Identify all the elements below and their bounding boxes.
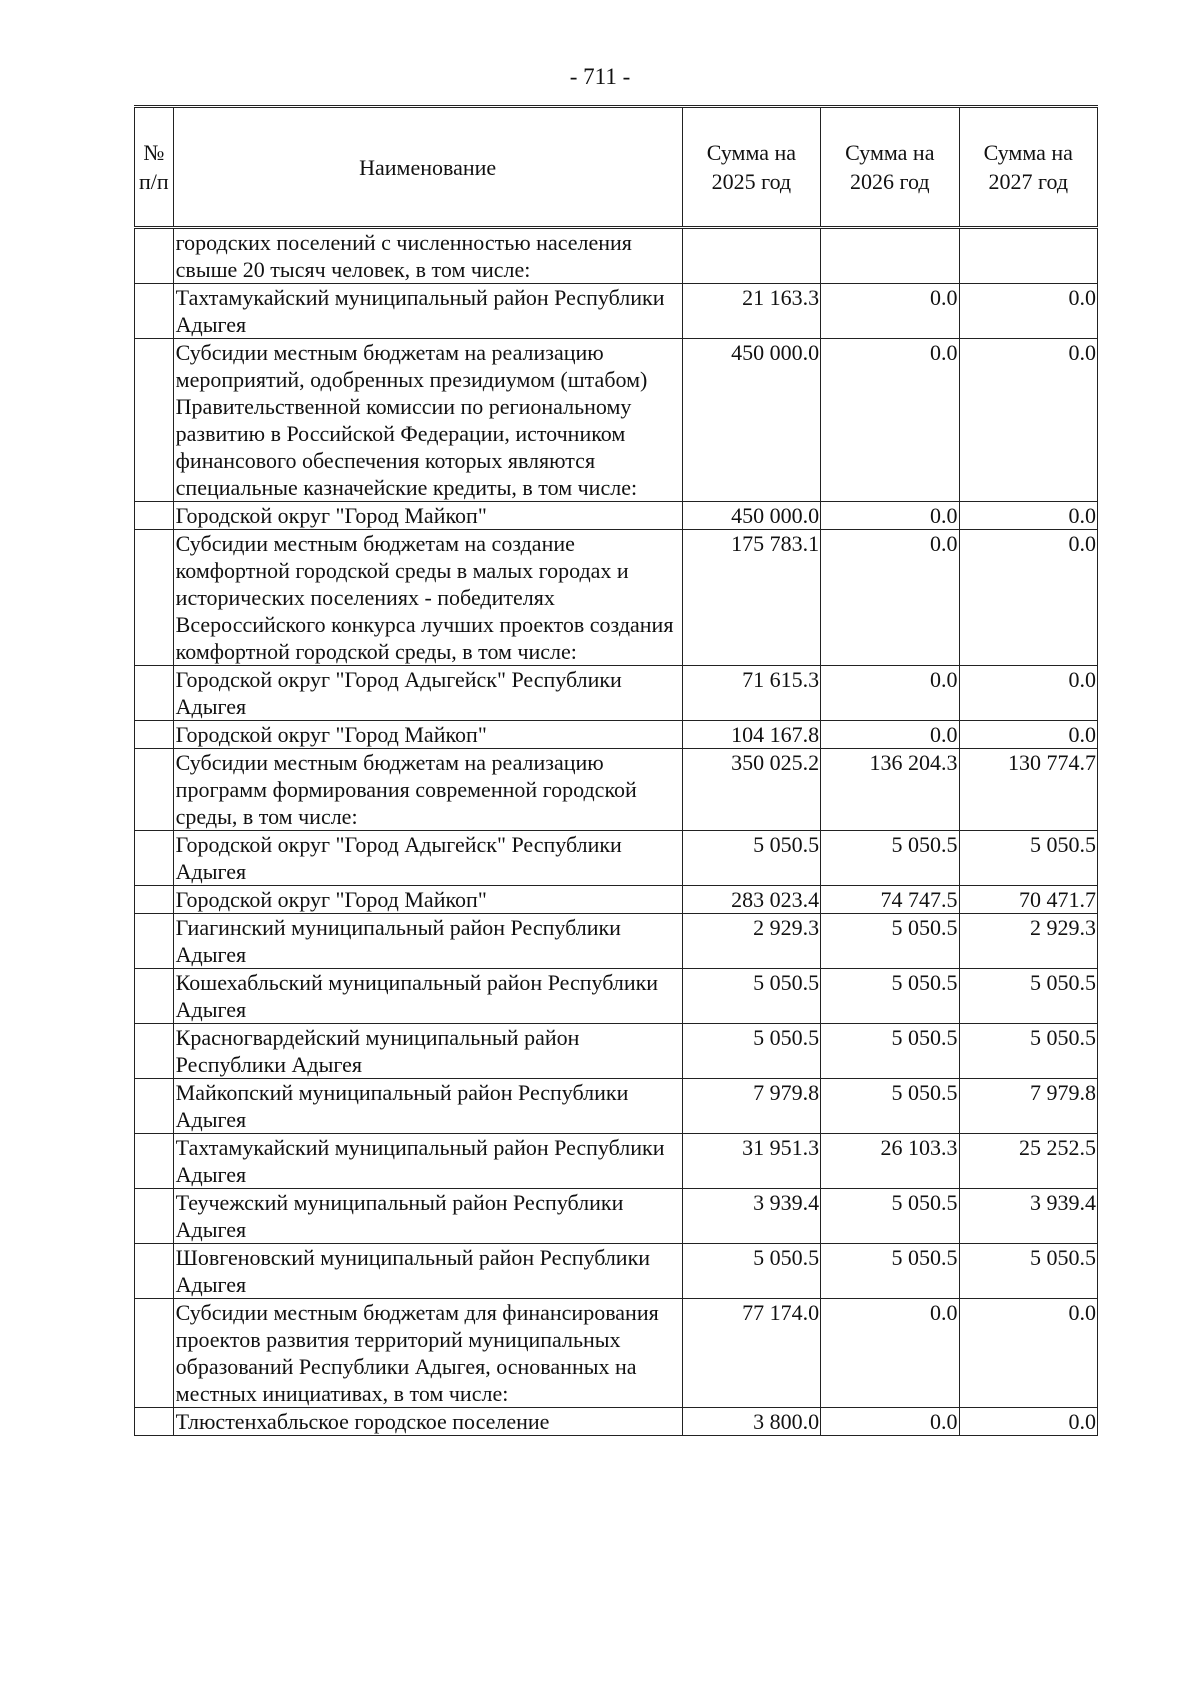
table-row	[135, 530, 1098, 666]
table-row	[135, 1244, 1098, 1299]
row-2027-cell: 5 050.5	[959, 831, 1097, 886]
row-2026-cell: 0.0	[821, 284, 959, 339]
row-2026-cell: 5 050.5	[821, 1024, 959, 1079]
row-2025-cell: 5 050.5	[682, 1244, 820, 1299]
row-2026-cell: 0.0	[821, 1408, 959, 1436]
row-2027-cell: 0.0	[959, 666, 1097, 721]
row-name-cell: Тахтамукайский муниципальный район Республики Адыгея	[173, 1134, 682, 1189]
table-row	[135, 502, 1098, 530]
row-number-cell	[135, 1244, 174, 1299]
row-2026-cell: 5 050.5	[821, 914, 959, 969]
row-2025-cell: 77 174.0	[682, 1299, 820, 1408]
row-2025-cell: 450 000.0	[682, 502, 820, 530]
table-row	[135, 1024, 1098, 1079]
table-row	[135, 969, 1098, 1024]
row-2027-cell: 3 939.4	[959, 1189, 1097, 1244]
row-2025-cell: 350 025.2	[682, 749, 820, 831]
table-row	[135, 284, 1098, 339]
row-number-cell	[135, 502, 174, 530]
row-2026-cell: 0.0	[821, 339, 959, 502]
header-name	[173, 107, 682, 228]
row-2027-cell: 5 050.5	[959, 1024, 1097, 1079]
row-name-cell: Красногвардейский муниципальный район Республики Адыгея	[173, 1024, 682, 1079]
row-2027-cell: 130 774.7	[959, 749, 1097, 831]
row-2025-cell: 3 939.4	[682, 1189, 820, 1244]
row-number-cell	[135, 886, 174, 914]
page-number: - 711 -	[569, 64, 631, 89]
table-row	[135, 228, 1098, 284]
row-name-cell: Теучежский муниципальный район Республики Адыгея	[173, 1189, 682, 1244]
row-name-cell: Субсидии местным бюджетам на реализацию программ формирования современной городской среды, в том числе:	[173, 749, 682, 831]
row-2026-cell: 74 747.5	[821, 886, 959, 914]
row-2025-cell	[682, 228, 820, 284]
table-row	[135, 914, 1098, 969]
header-number	[135, 107, 174, 228]
table-row	[135, 1408, 1098, 1436]
row-name-cell: Субсидии местным бюджетам для финансирования проектов развития территорий муниципальных образований Республики Адыгея, основанных на местных инициативах, в том числе:	[173, 1299, 682, 1408]
row-name-cell: Городской округ "Город Майкоп"	[173, 502, 682, 530]
table-row	[135, 1079, 1098, 1134]
header-2025	[682, 107, 820, 228]
row-name-cell: Городской округ "Город Адыгейск" Республики Адыгея	[173, 831, 682, 886]
row-2027-cell: 5 050.5	[959, 1244, 1097, 1299]
row-number-cell	[135, 1408, 174, 1436]
row-2026-cell: 5 050.5	[821, 969, 959, 1024]
row-2027-cell: 0.0	[959, 502, 1097, 530]
row-2026-cell: 0.0	[821, 1299, 959, 1408]
row-2026-cell: 5 050.5	[821, 1079, 959, 1134]
row-2027-cell: 0.0	[959, 721, 1097, 749]
row-number-cell	[135, 530, 174, 666]
row-name-cell: городских поселений с численностью населения свыше 20 тысяч человек, в том числе:	[173, 228, 682, 284]
row-number-cell	[135, 1134, 174, 1189]
table-row	[135, 721, 1098, 749]
row-number-cell	[135, 284, 174, 339]
row-2027-cell: 2 929.3	[959, 914, 1097, 969]
row-2025-cell: 31 951.3	[682, 1134, 820, 1189]
row-2027-cell: 0.0	[959, 339, 1097, 502]
row-2027-cell: 0.0	[959, 1299, 1097, 1408]
row-number-cell	[135, 914, 174, 969]
row-2027-cell	[959, 228, 1097, 284]
header-2027	[959, 107, 1097, 228]
row-name-cell: Городской округ "Город Майкоп"	[173, 721, 682, 749]
header-2025-text: Сумма на 2025 год	[706, 140, 797, 194]
row-2025-cell: 3 800.0	[682, 1408, 820, 1436]
row-2025-cell: 2 929.3	[682, 914, 820, 969]
row-number-cell	[135, 1189, 174, 1244]
row-name-cell: Тахтамукайский муниципальный район Республики Адыгея	[173, 284, 682, 339]
row-name-cell: Субсидии местным бюджетам на создание комфортной городской среды в малых городах и исторических поселениях - победителях Всероссийского конкурса лучших проектов создания комфортной городской среды, в том числе:	[173, 530, 682, 666]
row-2025-cell: 450 000.0	[682, 339, 820, 502]
row-2026-cell: 0.0	[821, 721, 959, 749]
row-2025-cell: 5 050.5	[682, 1024, 820, 1079]
row-2026-cell: 5 050.5	[821, 1189, 959, 1244]
row-number-cell	[135, 666, 174, 721]
table-row	[135, 1189, 1098, 1244]
table-row	[135, 1299, 1098, 1408]
table-row	[135, 339, 1098, 502]
header-2026-text: Сумма на 2026 год	[845, 140, 935, 194]
table-header-row	[135, 107, 1098, 228]
row-2025-cell: 5 050.5	[682, 831, 820, 886]
row-name-cell: Кошехабльский муниципальный район Республики Адыгея	[173, 969, 682, 1024]
row-number-cell	[135, 721, 174, 749]
row-2027-cell: 25 252.5	[959, 1134, 1097, 1189]
header-number-text: № п/п	[139, 140, 169, 194]
header-name-text: Наименование	[359, 154, 497, 180]
row-2025-cell: 104 167.8	[682, 721, 820, 749]
table-row	[135, 886, 1098, 914]
row-2026-cell: 5 050.5	[821, 1244, 959, 1299]
row-number-cell	[135, 749, 174, 831]
row-2026-cell: 5 050.5	[821, 831, 959, 886]
row-2025-cell: 7 979.8	[682, 1079, 820, 1134]
table-row	[135, 749, 1098, 831]
row-2026-cell: 136 204.3	[821, 749, 959, 831]
row-number-cell	[135, 228, 174, 284]
row-name-cell: Майкопский муниципальный район Республики Адыгея	[173, 1079, 682, 1134]
table-row	[135, 666, 1098, 721]
row-2027-cell: 70 471.7	[959, 886, 1097, 914]
row-2025-cell: 5 050.5	[682, 969, 820, 1024]
row-2026-cell: 0.0	[821, 530, 959, 666]
row-2025-cell: 283 023.4	[682, 886, 820, 914]
row-2026-cell: 0.0	[821, 666, 959, 721]
row-2027-cell: 0.0	[959, 530, 1097, 666]
table-row	[135, 1134, 1098, 1189]
row-2027-cell: 7 979.8	[959, 1079, 1097, 1134]
row-2026-cell: 0.0	[821, 502, 959, 530]
row-name-cell: Гиагинский муниципальный район Республики Адыгея	[173, 914, 682, 969]
table-body	[135, 228, 1098, 1436]
row-2027-cell: 5 050.5	[959, 969, 1097, 1024]
row-name-cell: Шовгеновский муниципальный район Республики Адыгея	[173, 1244, 682, 1299]
row-2026-cell: 26 103.3	[821, 1134, 959, 1189]
row-number-cell	[135, 339, 174, 502]
budget-table	[134, 105, 1098, 1436]
row-number-cell	[135, 969, 174, 1024]
row-number-cell	[135, 1024, 174, 1079]
row-2027-cell: 0.0	[959, 1408, 1097, 1436]
row-number-cell	[135, 1299, 174, 1408]
row-number-cell	[135, 1079, 174, 1134]
row-number-cell	[135, 831, 174, 886]
row-2025-cell: 71 615.3	[682, 666, 820, 721]
header-2026	[821, 107, 959, 228]
row-2025-cell: 175 783.1	[682, 530, 820, 666]
row-name-cell: Городской округ "Город Майкоп"	[173, 886, 682, 914]
row-name-cell: Субсидии местным бюджетам на реализацию мероприятий, одобренных президиумом (штабом) Правительственной комиссии по региональному развитию в Российской Федерации, источником финансового обеспечения которых являются специальные казначейские кредиты, в том числе:	[173, 339, 682, 502]
row-name-cell: Тлюстенхабльское городское поселение	[173, 1408, 682, 1436]
row-2027-cell: 0.0	[959, 284, 1097, 339]
row-2026-cell	[821, 228, 959, 284]
table-row	[135, 831, 1098, 886]
row-2025-cell: 21 163.3	[682, 284, 820, 339]
header-2027-text: Сумма на 2027 год	[983, 140, 1073, 194]
row-name-cell: Городской округ "Город Адыгейск" Республики Адыгея	[173, 666, 682, 721]
